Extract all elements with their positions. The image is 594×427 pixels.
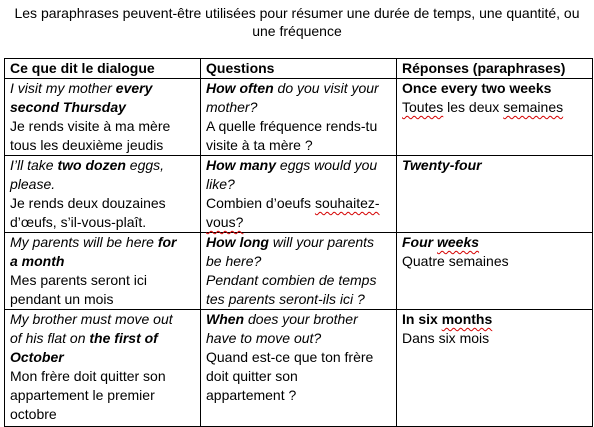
dialogue-cell: My parents will be here for a month Mes parents seront ici pendant un mois — [5, 233, 201, 310]
table-header-row — [5, 59, 593, 79]
table-row — [5, 233, 593, 310]
header-answers: Réponses (paraphrases) — [397, 59, 593, 79]
answer-cell: Once every two weeks Toutes les deux semaines — [397, 79, 593, 156]
table-row — [5, 310, 593, 427]
answer-cell: Four weeks Quatre semaines — [397, 233, 593, 310]
header-questions: Questions — [201, 59, 397, 79]
header-dialogue: Ce que dit le dialogue — [5, 59, 201, 79]
answer-cell: In six months Dans six mois — [397, 310, 593, 427]
dialogue-cell: My brother must move out of his flat on the first of October Mon frère doit quitter son appartement le premier octobre — [5, 310, 201, 427]
dialogue-cell: I’ll take two dozen eggs, please. Je rends deux douzaines d’œufs, s’il-vous-plaît. — [5, 156, 201, 233]
table-row — [5, 79, 593, 156]
question-cell: How often do you visit your mother? A quelle fréquence rends-tu visite à ta mère ? — [201, 79, 397, 156]
question-cell: How many eggs would you like? Combien d’oeufs souhaitez- vous? — [201, 156, 397, 233]
question-cell: When does your brother have to move out? Quand est-ce que ton frère doit quitter son appartement ? — [201, 310, 397, 427]
paraphrase-table — [4, 58, 593, 427]
table-row — [5, 156, 593, 233]
dialogue-cell: I visit my mother every second Thursday Je rends visite à ma mère tous les deuxième jeudis — [5, 79, 201, 156]
question-cell: How long will your parents be here? Pendant combien de temps tes parents seront-ils ici ? — [201, 233, 397, 310]
answer-cell: Twenty-four — [397, 156, 593, 233]
intro-line-2: une fréquence — [252, 23, 342, 39]
intro-text — [0, 4, 594, 40]
intro-line-1: Les paraphrases peuvent-être utilisées pour résumer une durée de temps, une quantité, ou — [14, 5, 580, 21]
